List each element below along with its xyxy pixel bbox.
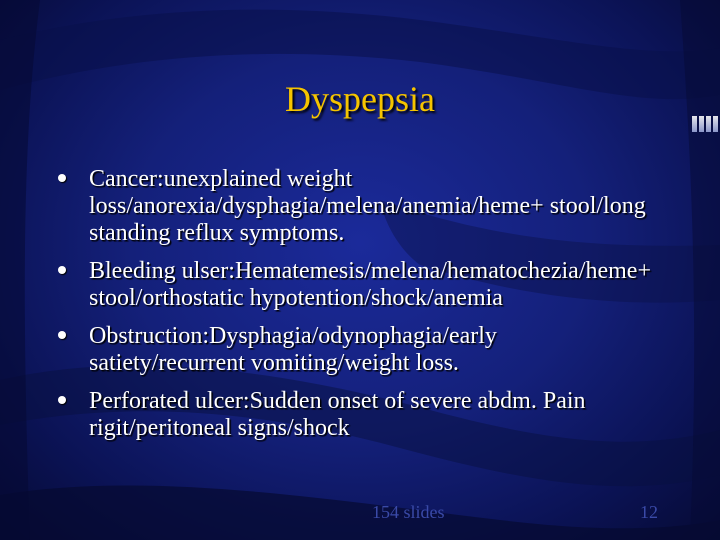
bullet-item	[58, 323, 658, 377]
bullet-text: Perforated ulcer:Sudden onset of severe abdm. Pain rigit/peritoneal signs/shock	[89, 388, 586, 441]
bullet-dot-icon	[58, 331, 66, 339]
wave-bottom-band	[0, 485, 720, 540]
bullet-list	[58, 166, 658, 453]
bullet-item	[58, 258, 658, 312]
slide-number: 12	[640, 502, 658, 522]
bullet-item	[58, 166, 658, 247]
bullet-item	[58, 388, 658, 442]
bullet-dot-icon	[58, 396, 66, 404]
bullet-dot-icon	[58, 174, 66, 182]
bullet-text: Obstruction:Dysphagia/odynophagia/early satiety/recurrent vomiting/weight loss.	[89, 323, 497, 376]
bullet-text: Cancer:unexplained weight loss/anorexia/dysphagia/melena/anemia/heme+ stool/long standing reflux symptoms.	[89, 166, 646, 246]
bullet-text: Bleeding ulser:Hematemesis/melena/hematochezia/heme+ stool/orthostatic hypotention/shock/anemia	[89, 258, 651, 311]
bullet-dot-icon	[58, 266, 66, 274]
slide-title: Dyspepsia	[285, 79, 435, 119]
footer-text: 154 slides	[372, 502, 445, 522]
